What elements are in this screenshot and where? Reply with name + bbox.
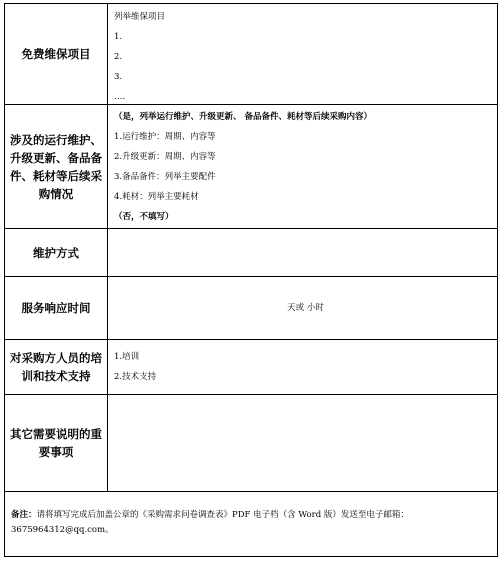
row-training-support (5, 340, 497, 395)
note-paragraph (11, 508, 491, 538)
label-training-support: 对采购方人员的培训和技术支持 (5, 340, 108, 394)
maintenance-line: …. (114, 92, 126, 102)
training-line: 2.技术支持 (114, 372, 157, 382)
followup-line: 2.升级更新：周期、内容等 (114, 152, 216, 162)
row-response-time (5, 277, 497, 340)
procurement-form (4, 3, 498, 557)
followup-footer: （否，不填写） (114, 212, 174, 222)
value-maintenance-method[interactable] (108, 229, 497, 276)
row-free-maintenance (5, 4, 497, 105)
label-other-matters: 其它需要说明的重要事项 (5, 395, 108, 491)
maintenance-line: 2. (114, 52, 123, 62)
note-label: 备注： (11, 510, 37, 520)
value-free-maintenance[interactable] (108, 4, 497, 104)
maintenance-line: 列举维保项目 (114, 12, 166, 22)
followup-header: （是，列举运行维护、升级更新、 备品备件、耗材等后续采购内容） (114, 112, 372, 122)
maintenance-line: 1. (114, 32, 123, 42)
row-note (5, 492, 497, 556)
label-followup-procurement: 涉及的运行维护、升级更新、备品备件、耗材等后续采购情况 (5, 105, 108, 228)
label-free-maintenance: 免费维保项目 (5, 4, 108, 104)
value-other-matters[interactable] (108, 395, 497, 491)
row-other-matters (5, 395, 497, 492)
note-text: 请将填写完成后加盖公章的《采购需求问卷调查表》PDF 电子档（含 Word 版）发送至电子邮箱：3675964312@qq.com。 (11, 510, 409, 535)
followup-line: 3.备品备件：列举主要配件 (114, 172, 216, 182)
value-training-support[interactable] (108, 340, 497, 394)
followup-line: 4.耗材：列举主要耗材 (114, 192, 199, 202)
row-followup-procurement (5, 105, 497, 229)
label-maintenance-method: 维护方式 (5, 229, 108, 276)
training-line: 1.培训 (114, 352, 140, 362)
followup-line: 1.运行维护：周期、内容等 (114, 132, 216, 142)
label-response-time: 服务响应时间 (5, 277, 108, 339)
row-maintenance-method (5, 229, 497, 277)
response-time-text: 天或 小时 (287, 303, 324, 313)
maintenance-line: 3. (114, 72, 123, 82)
value-followup-procurement[interactable] (108, 105, 497, 228)
value-response-time[interactable] (108, 277, 497, 339)
